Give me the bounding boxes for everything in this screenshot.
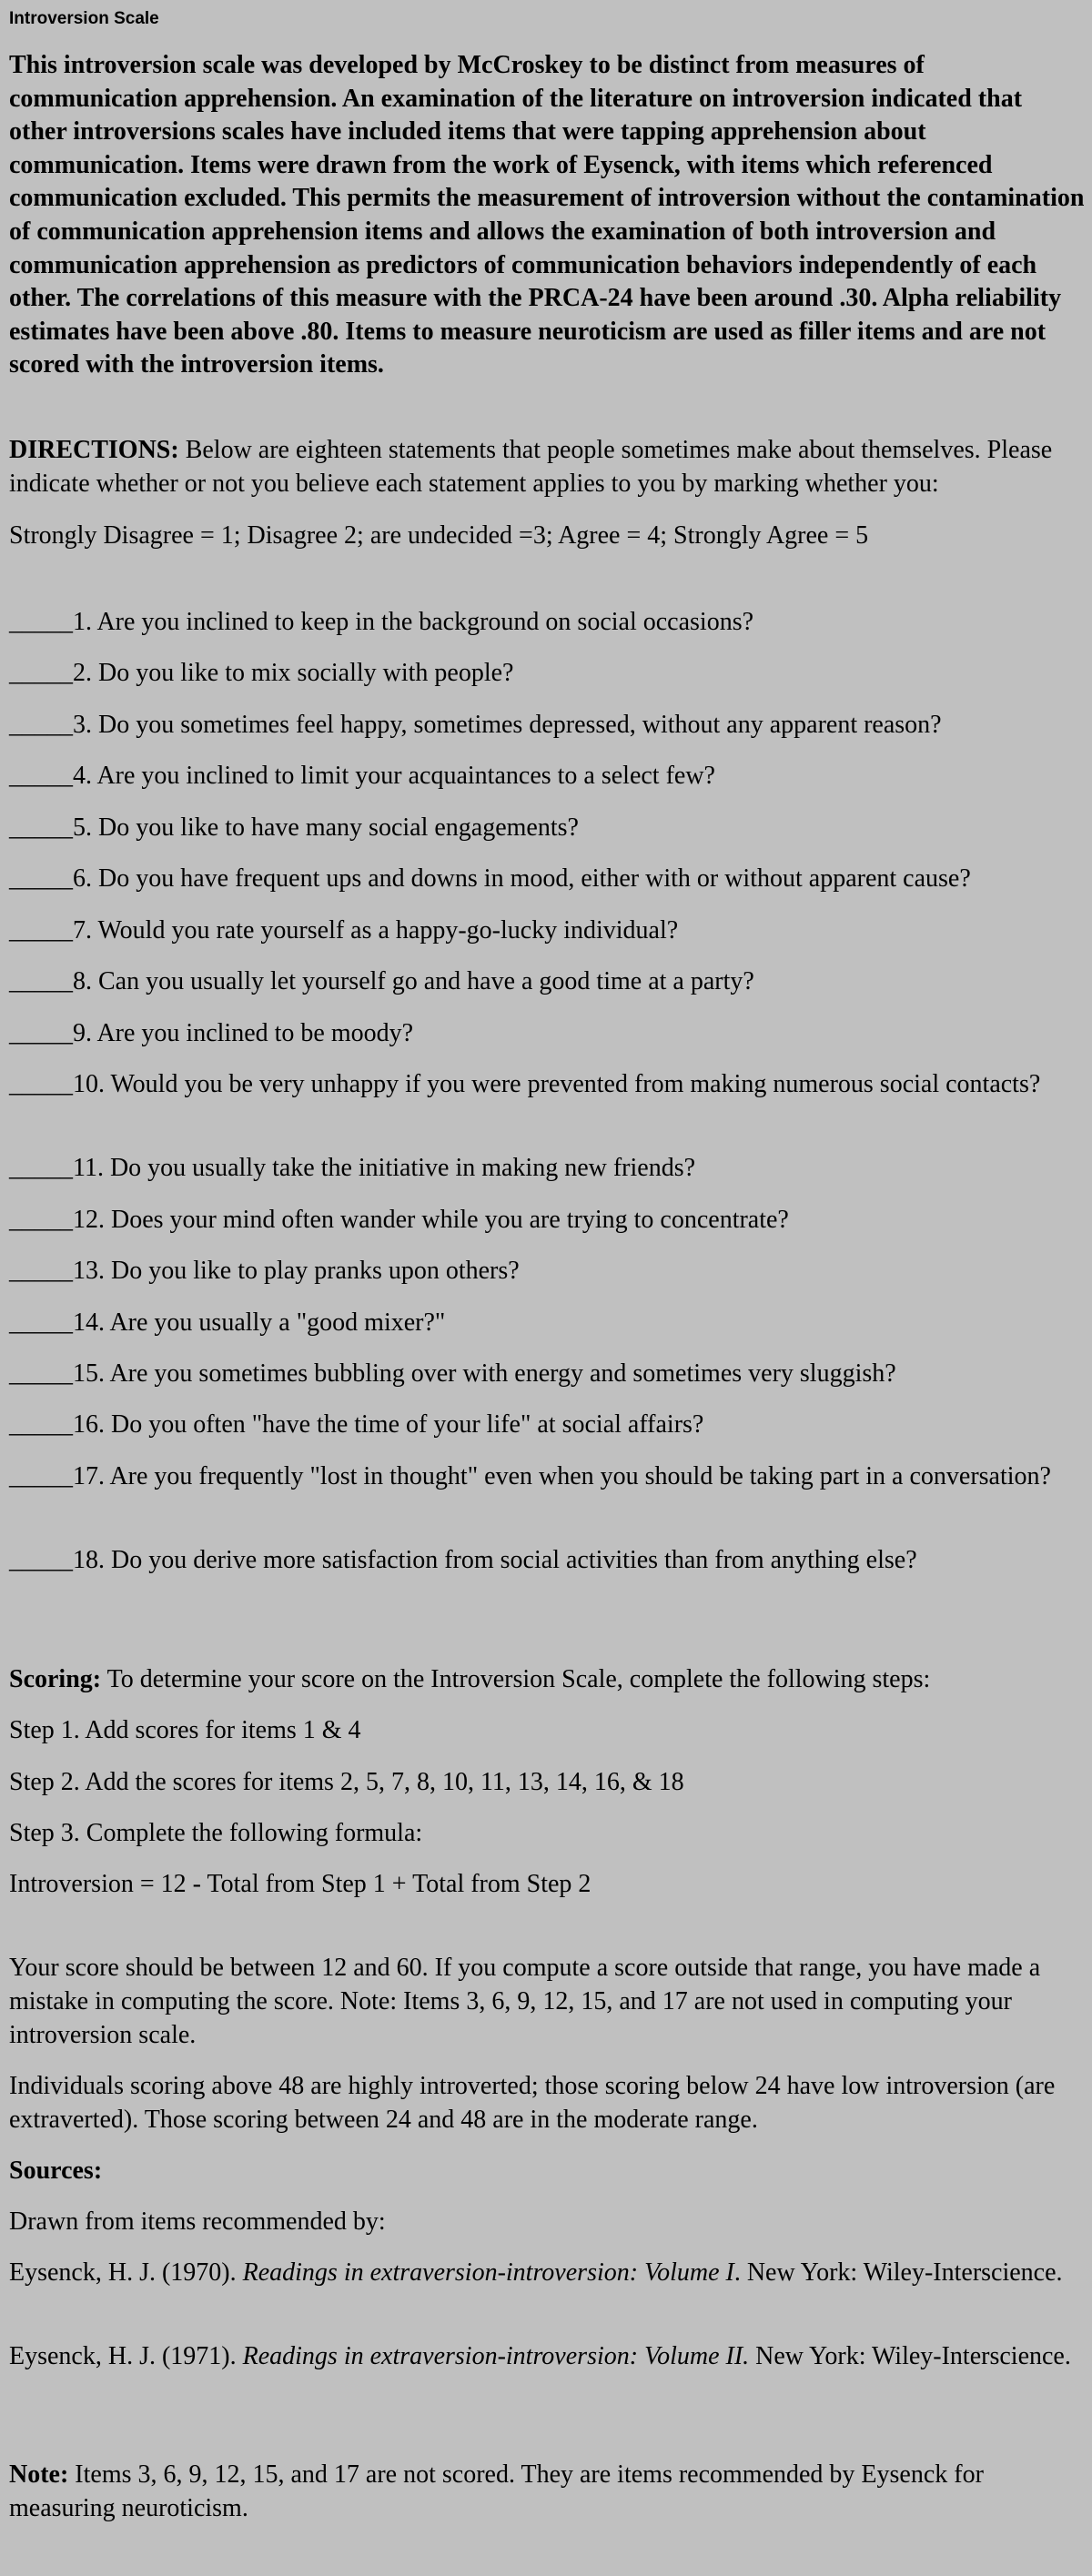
directions-text: Below are eighteen statements that people sometimes make about themselves. Please indicate whether or not you believe each statement applies to you by marking whether you: — [9, 436, 1053, 498]
item-17: _____17. Are you frequently "lost in thought" even when you should be taking part in a conversation? — [9, 1462, 1051, 1490]
item-18: _____18. Do you derive more satisfaction from social activities than from anything else? — [9, 1546, 917, 1574]
scoring-text: To determine your score on the Introversion Scale, complete the following steps: — [101, 1665, 931, 1693]
item-11: _____11. Do you usually take the initiative in making new friends? — [9, 1154, 696, 1182]
reference-2-publisher: New York: Wiley-Interscience. — [749, 2342, 1071, 2370]
footer-note-label: Note: — [9, 2460, 69, 2489]
scoring-step-3: Step 3. Complete the following formula: — [9, 1819, 423, 1847]
sources-label: Sources: — [9, 2157, 103, 2185]
item-6: _____6. Do you have frequent ups and downs in mood, either with or without apparent cause? — [9, 864, 971, 893]
sources-heading — [9, 2154, 1085, 2187]
scoring-step-2: Step 2. Add the scores for items 2, 5, 7, 8, 10, 11, 13, 14, 16, & 18 — [9, 1768, 684, 1796]
sources-intro: Drawn from items recommended by: — [9, 2207, 386, 2236]
scoring-heading — [9, 1662, 1085, 1696]
item-15: _____15. Are you sometimes bubbling over with energy and sometimes very sluggish? — [9, 1359, 896, 1388]
item-10: _____10. Would you be very unhappy if you were prevented from making numerous social contacts? — [9, 1070, 1041, 1098]
item-3: _____3. Do you sometimes feel happy, sometimes depressed, without any apparent reason? — [9, 711, 942, 739]
scoring-formula: Introversion = 12 - Total from Step 1 + Total from Step 2 — [9, 1870, 592, 1898]
scoring-step-1: Step 1. Add scores for items 1 & 4 — [9, 1716, 361, 1744]
item-12: _____12. Does your mind often wander while you are trying to concentrate? — [9, 1206, 789, 1234]
reference-1 — [9, 2256, 1085, 2289]
item-7: _____7. Would you rate yourself as a happy-go-lucky individual? — [9, 916, 679, 945]
interpretation: Individuals scoring above 48 are highly introverted; those scoring below 24 have low introversion (are extraverted). Those scoring between 24 and 48 are in the moderate range. — [9, 2072, 1056, 2134]
rating-scale: Strongly Disagree = 1; Disagree 2; are undecided =3; Agree = 4; Strongly Agree = 5 — [9, 521, 869, 550]
item-4: _____4. Are you inclined to limit your acquaintances to a select few? — [9, 762, 715, 790]
directions-paragraph — [9, 433, 1085, 500]
footer-note — [9, 2458, 1085, 2525]
reference-1-author: Eysenck, H. J. (1970). — [9, 2258, 243, 2287]
item-9: _____9. Are you inclined to be moody? — [9, 1019, 414, 1047]
reference-2 — [9, 2339, 1085, 2373]
item-14: _____14. Are you usually a "good mixer?" — [9, 1308, 446, 1337]
reference-1-publisher: . New York: Wiley-Interscience. — [733, 2258, 1063, 2287]
directions-label: DIRECTIONS: — [9, 436, 179, 464]
reference-2-title: Readings in extraversion-introversion: Volume II. — [242, 2342, 750, 2370]
range-note: Your score should be between 12 and 60. If you compute a score outside that range, you have made a mistake in computing the score. Note: Items 3, 6, 9, 12, 15, and 17 are not used in computing your introversion scale. — [9, 1954, 1041, 2049]
intro-paragraph: This introversion scale was developed by McCroskey to be distinct from measures of communication apprehension. An examination of the literature on introversion indicated that other introversions scales have included items that were tapping apprehension about communication. Items were drawn from the work of Eysenck, with items which referenced communication excluded. This permits the measurement of introversion without the contamination of communication apprehension items and allows the examination of both introversion and communication apprehension as predictors of communication behaviors independently of each other. The correlations of this measure with the PRCA-24 have been around .30. Alpha reliability estimates have been above .80. Items to measure neuroticism are used as filler items and are not scored with the introversion items. — [9, 51, 1085, 379]
item-1: _____1. Are you inclined to keep in the background on social occasions? — [9, 608, 754, 636]
reference-1-title: Readings in extraversion-introversion: Volume I — [242, 2258, 734, 2287]
reference-2-author: Eysenck, H. J. (1971). — [9, 2342, 243, 2370]
item-13: _____13. Do you like to play pranks upon others? — [9, 1257, 520, 1285]
page-title: Introversion Scale — [9, 9, 159, 28]
item-8: _____8. Can you usually let yourself go and have a good time at a party? — [9, 967, 754, 995]
item-16: _____16. Do you often "have the time of your life" at social affairs? — [9, 1410, 704, 1439]
scoring-label: Scoring: — [9, 1665, 102, 1693]
item-5: _____5. Do you like to have many social engagements? — [9, 813, 579, 842]
footer-note-text: Items 3, 6, 9, 12, 15, and 17 are not scored. They are items recommended by Eysenck for measuring neuroticism. — [9, 2460, 984, 2522]
item-2: _____2. Do you like to mix socially with people? — [9, 659, 514, 687]
